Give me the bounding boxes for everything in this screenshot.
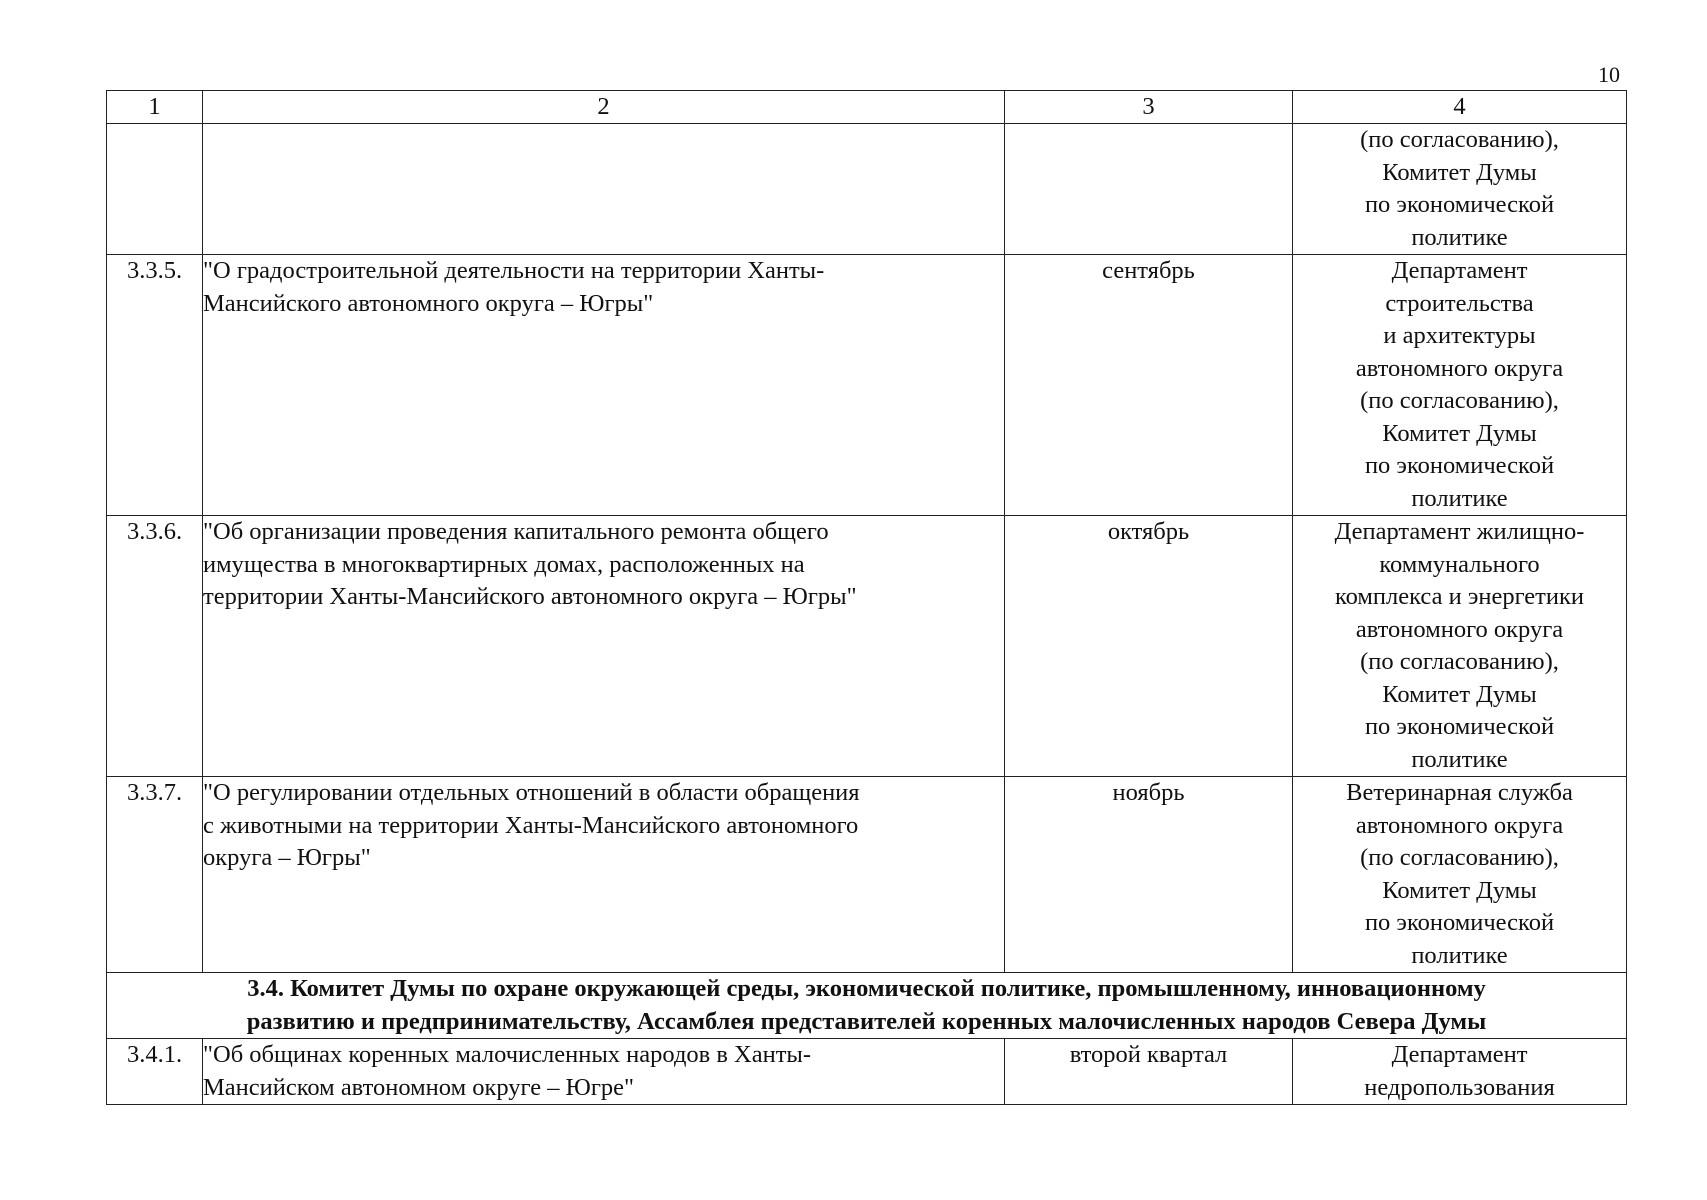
cell-number: 3.3.6. bbox=[107, 516, 203, 777]
table-row bbox=[107, 255, 1627, 516]
table-row bbox=[107, 1039, 1627, 1105]
header-col-4: 4 bbox=[1293, 91, 1627, 124]
title-line: Мансийском автономном округе – Югре" bbox=[203, 1073, 634, 1101]
plan-table bbox=[106, 90, 1627, 1105]
title-line: округа – Югры" bbox=[203, 844, 371, 871]
responsible-line: комплекса и энергетики bbox=[1334, 583, 1585, 610]
table-body bbox=[107, 124, 1627, 1105]
header-col-2: 2 bbox=[203, 91, 1005, 124]
responsible-line: по экономической bbox=[1364, 452, 1555, 479]
cell-title bbox=[203, 777, 1005, 973]
cell-responsible bbox=[1293, 255, 1627, 516]
cell-term: октябрь bbox=[1005, 516, 1293, 777]
title-line: имущества в многоквартирных домах, расположенных на bbox=[203, 550, 805, 578]
title-line: Мансийского автономного округа – Югры" bbox=[203, 289, 654, 317]
responsible-line: (по согласованию), bbox=[1360, 844, 1559, 871]
table-header-row bbox=[107, 91, 1627, 124]
responsible-line: (по согласованию), bbox=[1360, 126, 1559, 153]
responsible-line: (по согласованию), bbox=[1360, 648, 1559, 675]
responsible-line: Комитет Думы bbox=[1382, 158, 1537, 186]
responsible-line: политике bbox=[1411, 745, 1508, 773]
cell-term: ноябрь bbox=[1005, 777, 1293, 973]
cell-title bbox=[203, 124, 1005, 255]
cell-number: 3.4.1. bbox=[107, 1039, 203, 1105]
cell-number: 3.3.7. bbox=[107, 777, 203, 973]
responsible-line: Комитет Думы bbox=[1382, 680, 1537, 708]
page-number: 10 bbox=[1598, 62, 1620, 87]
title-line: "О градостроительной деятельности на территории Ханты- bbox=[203, 257, 825, 284]
responsible-line: по экономической bbox=[1364, 191, 1555, 218]
responsible-line: автономного округа bbox=[1355, 811, 1564, 839]
responsible-line: политике bbox=[1411, 941, 1508, 969]
section-heading-row bbox=[107, 973, 1627, 1039]
responsible-line: недропользования bbox=[1364, 1073, 1555, 1101]
title-line: "О регулировании отдельных отношений в области обращения bbox=[203, 779, 860, 806]
responsible-line: Ветеринарная служба bbox=[1346, 779, 1573, 806]
responsible-line: (по согласованию), bbox=[1360, 387, 1559, 414]
header-col-1: 1 bbox=[107, 91, 203, 124]
responsible-line: коммунального bbox=[1379, 550, 1540, 578]
responsible-line: и архитектуры bbox=[1383, 322, 1536, 349]
section-heading-line: 3.4. Комитет Думы по охране окружающей среды, экономической политике, промышленному, инновационному bbox=[247, 975, 1486, 1002]
cell-responsible bbox=[1293, 1039, 1627, 1105]
cell-term: сентябрь bbox=[1005, 255, 1293, 516]
cell-responsible bbox=[1293, 124, 1627, 255]
responsible-line: строительства bbox=[1385, 289, 1534, 317]
table-row bbox=[107, 516, 1627, 777]
responsible-line: по экономической bbox=[1364, 713, 1555, 740]
table-row bbox=[107, 777, 1627, 973]
cell-responsible bbox=[1293, 777, 1627, 973]
cell-term bbox=[1005, 124, 1293, 255]
responsible-line: Департамент bbox=[1391, 1041, 1528, 1068]
responsible-line: политике bbox=[1411, 484, 1508, 512]
title-line: с животными на территории Ханты-Мансийского автономного bbox=[203, 811, 859, 839]
title-line: "Об организации проведения капитального ремонта общего bbox=[203, 518, 829, 545]
responsible-line: Комитет Думы bbox=[1382, 419, 1537, 447]
cell-term: второй квартал bbox=[1005, 1039, 1293, 1105]
cell-number bbox=[107, 124, 203, 255]
cell-title bbox=[203, 516, 1005, 777]
responsible-line: по экономической bbox=[1364, 909, 1555, 936]
title-line: "Об общинах коренных малочисленных народов в Ханты- bbox=[203, 1041, 812, 1068]
responsible-line: Департамент bbox=[1391, 257, 1528, 284]
cell-number: 3.3.5. bbox=[107, 255, 203, 516]
responsible-line: автономного округа bbox=[1355, 615, 1564, 643]
cell-title bbox=[203, 255, 1005, 516]
responsible-line: автономного округа bbox=[1355, 354, 1564, 382]
title-line: территории Ханты-Мансийского автономного округа – Югры" bbox=[203, 583, 857, 610]
cell-responsible bbox=[1293, 516, 1627, 777]
responsible-line: политике bbox=[1411, 223, 1508, 251]
section-heading bbox=[107, 973, 1627, 1039]
responsible-line: Департамент жилищно- bbox=[1334, 518, 1585, 545]
cell-title bbox=[203, 1039, 1005, 1105]
header-col-3: 3 bbox=[1005, 91, 1293, 124]
section-heading-line: развитию и предпринимательству, Ассамблея представителей коренных малочисленных народов Севера Думы bbox=[246, 1007, 1487, 1035]
continuation-row bbox=[107, 124, 1627, 255]
responsible-line: Комитет Думы bbox=[1382, 876, 1537, 904]
